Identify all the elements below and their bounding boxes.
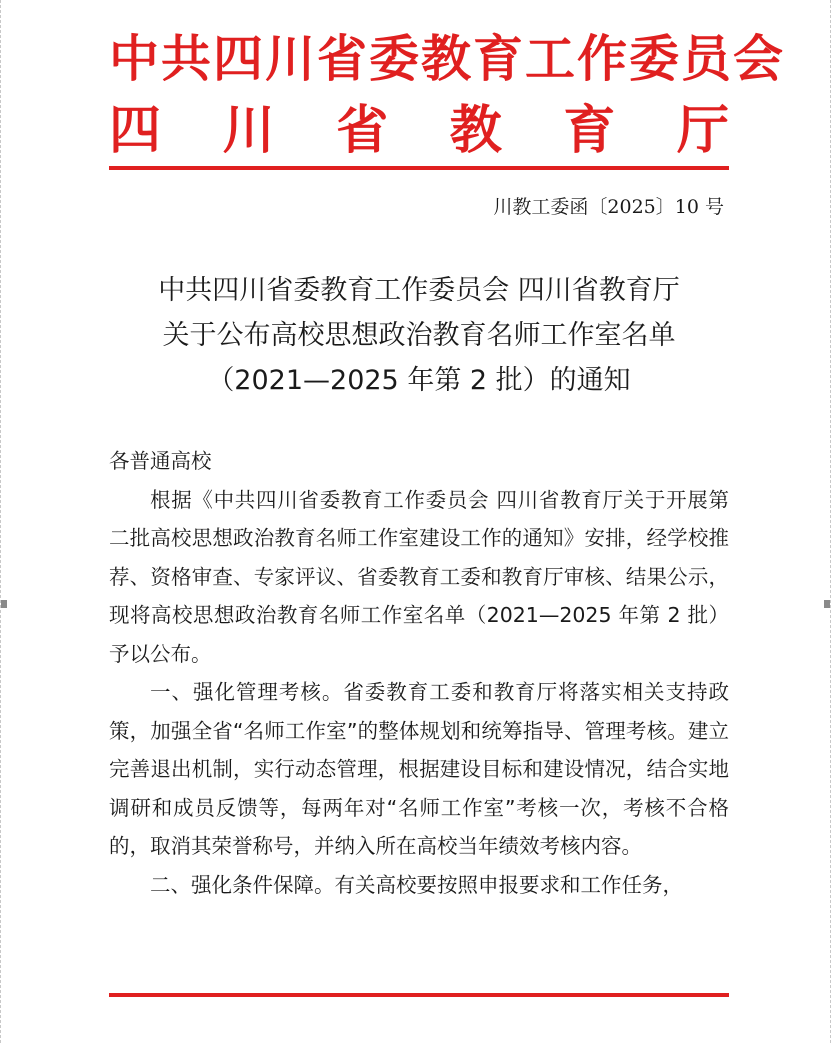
document-body: [109, 442, 729, 904]
title-line-3: （2021—2025 年第 2 批）的通知: [207, 365, 631, 396]
letterhead-char: 育: [563, 101, 616, 161]
footer-divider: [109, 993, 729, 997]
letterhead-char: 省: [336, 101, 389, 161]
red-letterhead: [109, 28, 785, 162]
letterhead-char: 四: [109, 101, 162, 161]
document-title: [109, 268, 729, 403]
left-edge-marker: [1, 600, 7, 608]
letterhead-char: 川: [222, 101, 275, 161]
letterhead-char: 教: [449, 101, 502, 161]
salutation: 各普通高校: [109, 449, 212, 473]
body-paragraph: 一、强化管理考核。省委教育工委和教育厅将落实相关支持政策，加强全省“名师工作室”的整体规划和统筹指导、管理考核。建立完善退出机制，实行动态管理，根据建设目标和建设情况，结合实地调研和成员反馈等，每两年对“名师工作室”考核一次，考核不合格的，取消其荣誉称号，并纳入所在高校当年绩效考核内容。: [109, 680, 729, 858]
letterhead-divider: [109, 166, 729, 170]
letterhead-line-2: [109, 100, 729, 162]
body-paragraph: 根据《中共四川省委教育工作委员会 四川省教育厅关于开展第二批高校思想政治教育名师工作室建设工作的通知》安排，经学校推荐、资格审查、专家评议、省委教育工委和教育厅审核、结果公示，现将高校思想政治教育名师工作室名单（2021—2025 年第 2 批）予以公布。: [109, 487, 729, 666]
title-line-2: 关于公布高校思想政治教育名师工作室名单: [162, 320, 676, 351]
right-edge-marker: [824, 600, 830, 608]
title-line-1: 中共四川省委教育工作委员会 四川省教育厅: [158, 275, 680, 306]
letterhead-line-1: 中共四川省委教育工作委员会: [109, 30, 785, 88]
document-number: 川教工委函〔2025〕10 号: [493, 196, 724, 218]
letterhead-char: 厅: [676, 101, 729, 161]
body-paragraph: 二、强化条件保障。有关高校要按照申报要求和工作任务，: [150, 872, 683, 897]
